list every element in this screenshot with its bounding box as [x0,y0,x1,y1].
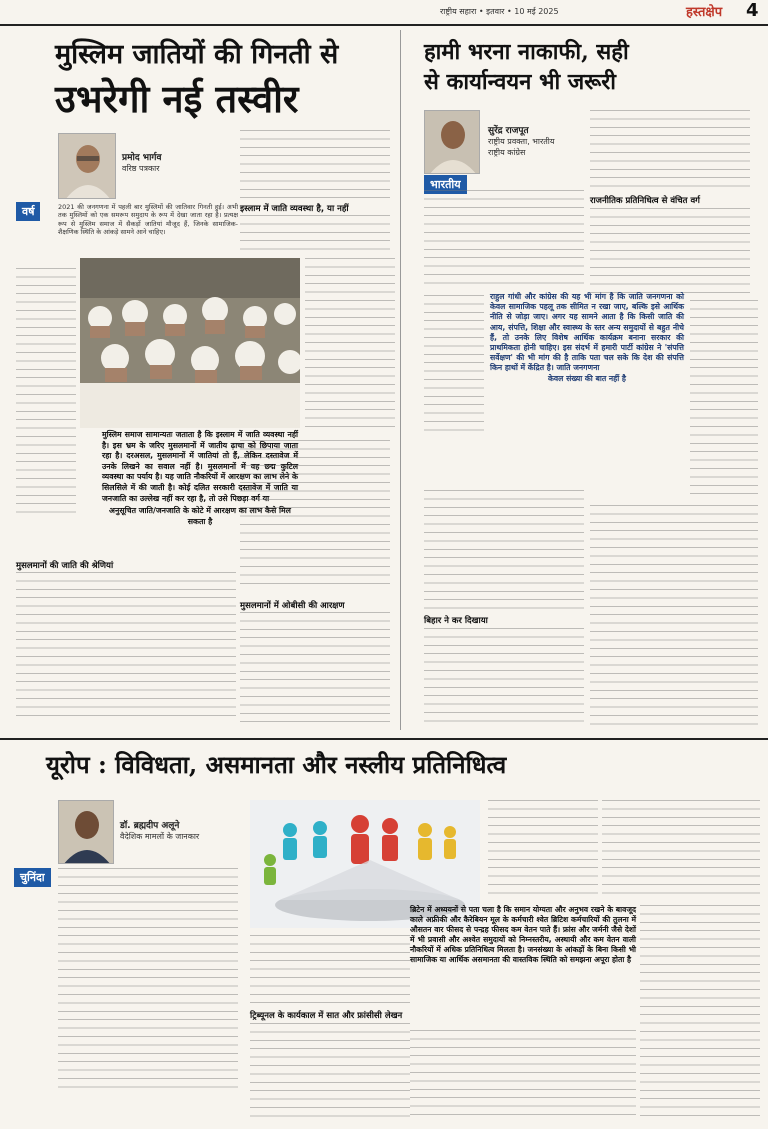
edition-line: राष्ट्रीय सहारा • इतवार • 10 मई 2025 [440,7,559,16]
article3-col3b-text [410,1030,636,1120]
author-name: डॉ. ब्रह्मदीप अलूने [120,821,180,831]
author-role: वरिष्ठ पत्रकार [122,164,160,173]
article2-col2-text [590,110,750,190]
article1-col4b-text [240,612,390,722]
article3-col4-text [602,800,760,895]
author-portrait-icon [425,111,480,174]
headline-line1: मुस्लिम जातियों की गिनती से [55,39,339,70]
author-role-line2: राष्ट्रीय कांग्रेस [488,148,526,157]
pull-quote-caption: केवल संख्या की बात नहीं है [548,373,626,383]
article1-col4-text [240,440,390,590]
author-photo [58,133,116,199]
headline-3: यूरोप : विविधता, असमानता और नस्लीय प्रतिनिधित्व [46,750,507,779]
article1-intro: 2021 की जनगणना में पहली बार मुस्लिमों की जातिवार गिनती हुई। अभी तक मुस्लिमों को एक समरूप समुदाय के रूप में देखा जाता रहा है। प्रत्यक्ष रूप से मुस्लिम समाज में सैकड़ों जातियां मौजूद हैं, जिनके सामाजिक-शैक्षणिक स्थिति के आंकड़े सामने आने चाहिए। [58,203,238,237]
subhead-obc: मुसलमानों में ओबीसी की आरक्षण [240,601,345,611]
crowd-image-icon [80,258,300,428]
author-role: वैदेशिक मामलों के जानकार [120,832,200,841]
headline-2-line2: से कार्यान्वयन भी जरूरी [424,69,616,95]
section-tag-1: वर्ष [16,202,40,221]
article2-col3-text [690,300,758,500]
author-photo-3 [58,800,114,864]
pull-quote-text: ब्रिटेन में अध्ययनों से पता चला है कि समान योग्यता और अनुभव रखने के बावजूद काले अफ्रीकी और कैरेबियन मूल के कर्मचारी श्वेत ब्रिटिश कर्मचारियों की तुलना में औसतन वार फीसद से पन्द्रह फीसद कम वेतन पाते हैं। फ्रांस और जर्मनी जैसे देशों में भी प्रवासी और अश्वेत समुदायों को निम्नस्तरीय, अस्थायी और कम वेतन वाली नौकरियों में अधिक प्रतिनिधित्व मिलता है। जनसंख्या के आंकड़ों के बिना किसी भी सामाजिक या आर्थिक असमानता की वास्तविक स्थिति को समझना अपूरा होता है [410,905,636,964]
headline-2-line1: हामी भरना नाकाफी, सही [424,39,629,65]
author-photo-2 [424,110,480,174]
article3-col3-text [488,800,598,900]
page-number: 4 [746,0,759,21]
section-divider [0,738,768,740]
subhead-islam: इस्लाम में जाति व्यवस्था है, या नहीं [240,204,349,214]
article3-col2b-text [250,1023,410,1118]
subhead-political: राजनीतिक प्रतिनिधित्व से वंचित वर्ग [590,196,700,206]
pull-quote-caption: अनुसूचित जाति/जनजाति के कोटे में आरक्षण का लाभ कैसे मिल सकता है [109,506,291,526]
author-name: सुरेंद्र राजपूत [488,126,529,136]
article1-col1b-text [16,572,236,722]
author-portrait-icon [59,134,116,199]
pull-quote-text: राहुल गांधी और कांग्रेस की यह भी मांग है कि जाति जनगणना को केवल सामाजिक पहलू तक सीमित न रखा जाए, बल्कि इसे आर्थिक नीति से जोड़ा जाए। अगर यह सामने आता है कि किसी जाति की आय, संपत्ति, शिक्षा और स्वास्थ्य के स्तर अन्य समुदायों से बहुत नीचे हैं, तो उनके लिए विशेष आर्थिक कार्यक्रम बनाना सरकार की प्राथमिकता होनी चाहिए। इस संदर्भ में हमारी पार्टी कांग्रेस ने 'संपत्ति सर्वेक्षण' की भी मांग की है ताकि पता चल सके कि देश की संपत्ति किन हाथों में केंद्रित है। जाति जनगणना [490,292,684,373]
pull-quote-text: मुस्लिम समाज सामान्यतः जताता है कि इस्लाम में जाति व्यवस्था नहीं है। इस भ्रम के जरिए मुसलमानों में जातीय ढ़ाचा को छिपाया जाता रहा है। दरअसल, मुसलमानों में जातियां तो हैं, लेकिन दस्तावेज में उनके लिखने का सवाल नहीं है। मुसलमानों में वह छद्म कुटिल व्यवस्था का पर्याय है। यह जाति नौकरियों में आरक्षण का लाभ लेने के सिलसिले में की जाती है। कोई दलित सरकारी दस्तावेज में जाति या जनजाति का उल्लेख नहीं कर रहा है, तो उसे पिछड़ा वर्ग या [102,430,298,503]
section-tag-2: भारतीय [424,175,467,194]
article1-col2-text [240,130,390,200]
masthead [0,0,768,26]
article1-col3-text [305,258,395,428]
article1-col2b-text [240,215,390,255]
brand-logo: हस्तक्षेप [686,5,723,20]
pull-quote-2 [490,292,684,482]
subhead-conference: ट्रिब्यूनल के कार्यकाल में सात और फ्रांसीसी लेखन [250,1011,403,1021]
subhead-castes: मुसलमानों की जाति की श्रेणियां [16,561,114,571]
article2-col2b-text [590,208,750,298]
article2-col1d-text [424,628,584,728]
article2-col1c-text [424,490,584,610]
article2-col1-text [424,190,584,290]
article2-col2c-text [590,505,758,730]
article1-col1-text [16,268,76,518]
column-divider [400,30,401,730]
article3-col1-text [58,868,238,1088]
crowd-photo [80,258,300,428]
article2-col1b-text [424,295,484,435]
section-tag-3: चुनिंदा [14,868,51,887]
author-portrait-icon [59,801,114,864]
pull-quote-3 [410,905,636,1025]
article3-col4b-text [640,905,760,1120]
headline-line2: उभरेगी नई तस्वीर [55,76,299,121]
author-role-line1: राष्ट्रीय प्रवक्ता, भारतीय [488,137,555,146]
article3-col2-text [250,935,410,1005]
author-name: प्रमोद भार्गव [122,153,162,163]
subhead-bihar: बिहार ने कर दिखाया [424,616,488,626]
